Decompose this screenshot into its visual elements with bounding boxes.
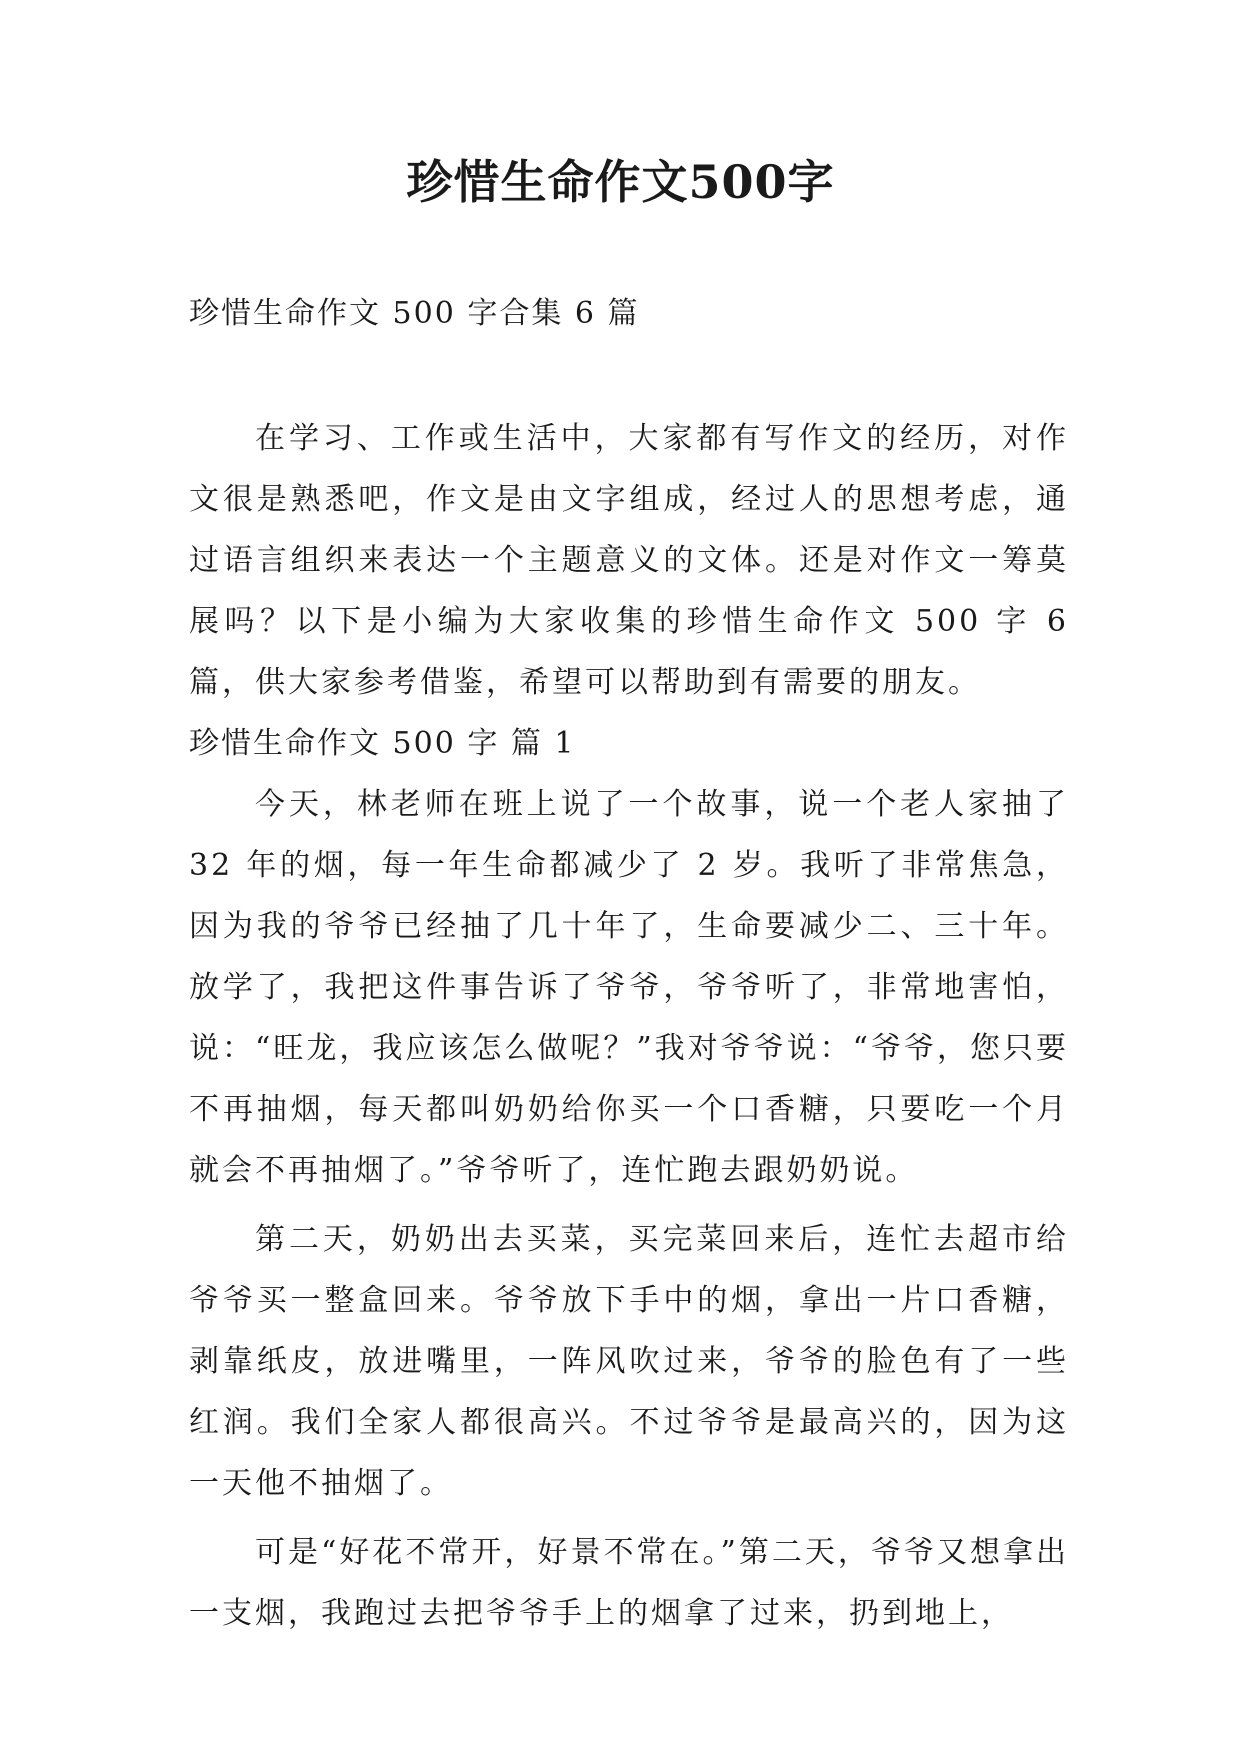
document-subtitle: 珍惜生命作文 500 字合集 6 篇 [189,296,640,331]
body-paragraph: 可是“好花不常开，好景不常在。”第二天，爷爷又想拿出一支烟，我跑过去把爷爷手上的烟拿了过来，扔到地上， [189,1535,1069,1631]
body-paragraph: 第二天，奶奶出去买菜，买完菜回来后，连忙去超市给爷爷买一整盒回来。爷爷放下手中的烟，拿出一片口香糖，剥靠纸皮，放进嘴里，一阵风吹过来，爷爷的脸色有了一些红润。我们全家人都很高兴。不过爷爷是最高兴的，因为这一天他不抽烟了。 [189,1222,1069,1501]
section-heading: 珍惜生命作文 500 字 篇 1 [189,726,576,761]
intro-paragraph: 在学习、工作或生活中，大家都有写作文的经历，对作文很是熟悉吧，作文是由文字组成，经过人的思想考虑，通过语言组织来表达一个主题意义的文体。还是对作文一筹莫展吗？以下是小编为大家收集的珍惜生命作文 500 字 6 篇，供大家参考借鉴，希望可以帮助到有需要的朋友。 [189,421,1069,700]
document-body [189,408,1069,1644]
document-title: 珍惜生命作文500字 [406,155,835,209]
body-paragraph: 今天，林老师在班上说了一个故事，说一个老人家抽了 32 年的烟，每一年生命都减少了 2 岁。我听了非常焦急，因为我的爷爷已经抽了几十年了，生命要减少二、三十年。放学了，我把这件事告诉了爷爷，爷爷听了，非常地害怕，说：“旺龙，我应该怎么做呢？”我对爷爷说：“爷爷，您只要不再抽烟，每天都叫奶奶给你买一个口香糖，只要吃一个月就会不再抽烟了。”爷爷听了，连忙跑去跟奶奶说。 [189,787,1070,1188]
